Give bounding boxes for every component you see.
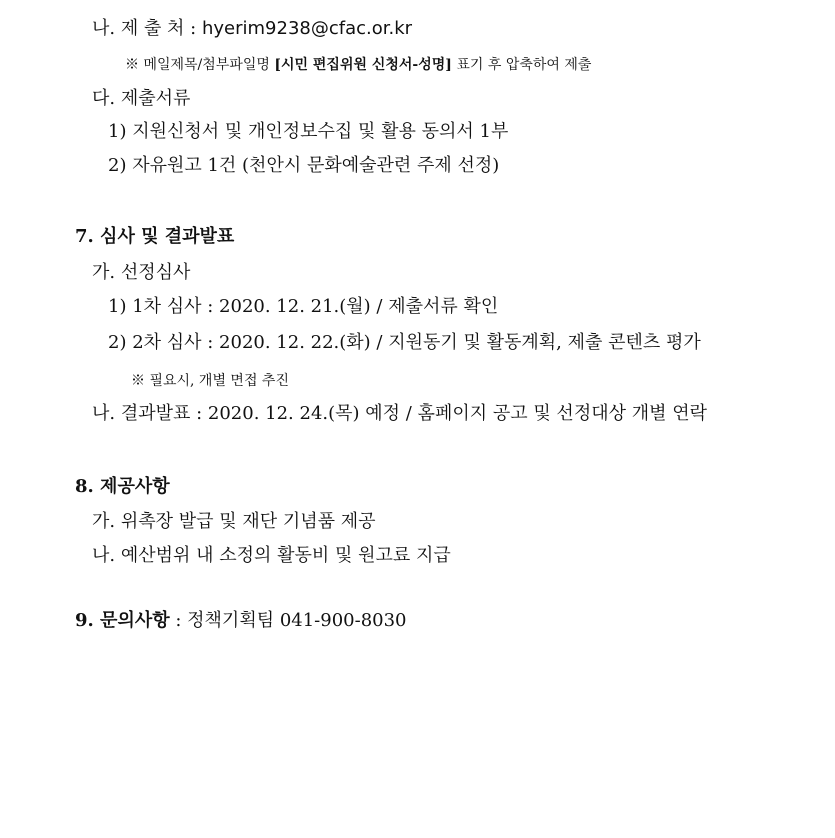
submission-recipient-line <box>92 18 412 40</box>
contact-info: 정책기획팀 041-900-8030 <box>187 610 407 631</box>
mail-note-suffix: 표기 후 압축하여 제출 <box>456 57 592 73</box>
section9-line <box>75 610 407 632</box>
section9-title: 9. 문의사항 <box>75 610 170 631</box>
result-announcement: 나. 결과발표 : 2020. 12. 24.(목) 예정 / 홈페이지 공고 및 선정대상 개별 연락 <box>92 403 707 424</box>
submission-recipient-label: 나. 제 출 처 : <box>92 18 197 39</box>
document-item-1: 1) 지원신청서 및 개인정보수집 및 활용 동의서 1부 <box>108 121 509 142</box>
mail-note-bold: [시민 편집위원 신청서-성명] <box>274 57 452 73</box>
benefit-item-2: 나. 예산범위 내 소정의 활동비 및 원고료 지급 <box>92 545 451 566</box>
submission-email[interactable]: hyerim9238@cfac.or.kr <box>201 18 413 39</box>
documents-title: 다. 제출서류 <box>92 88 191 109</box>
section7-title: 7. 심사 및 결과발표 <box>75 226 235 247</box>
interview-note: ※ 필요시, 개별 면접 추진 <box>131 373 289 389</box>
document-item-2: 2) 자유원고 1건 (천안시 문화예술관련 주제 선정) <box>108 155 500 176</box>
screening-title: 가. 선정심사 <box>92 262 191 283</box>
section8-title: 8. 제공사항 <box>75 476 170 497</box>
screening-round-1: 1) 1차 심사 : 2020. 12. 21.(월) / 제출서류 확인 <box>108 296 499 317</box>
screening-round-2: 2) 2차 심사 : 2020. 12. 22.(화) / 지원동기 및 활동계획, 제출 콘텐츠 평가 <box>108 332 701 353</box>
benefit-item-1: 가. 위촉장 발급 및 재단 기념품 제공 <box>92 511 376 532</box>
section9-separator: : <box>175 610 182 631</box>
mail-note-prefix: ※ 메일제목/첨부파일명 <box>125 57 270 73</box>
mail-subject-note <box>125 56 591 74</box>
